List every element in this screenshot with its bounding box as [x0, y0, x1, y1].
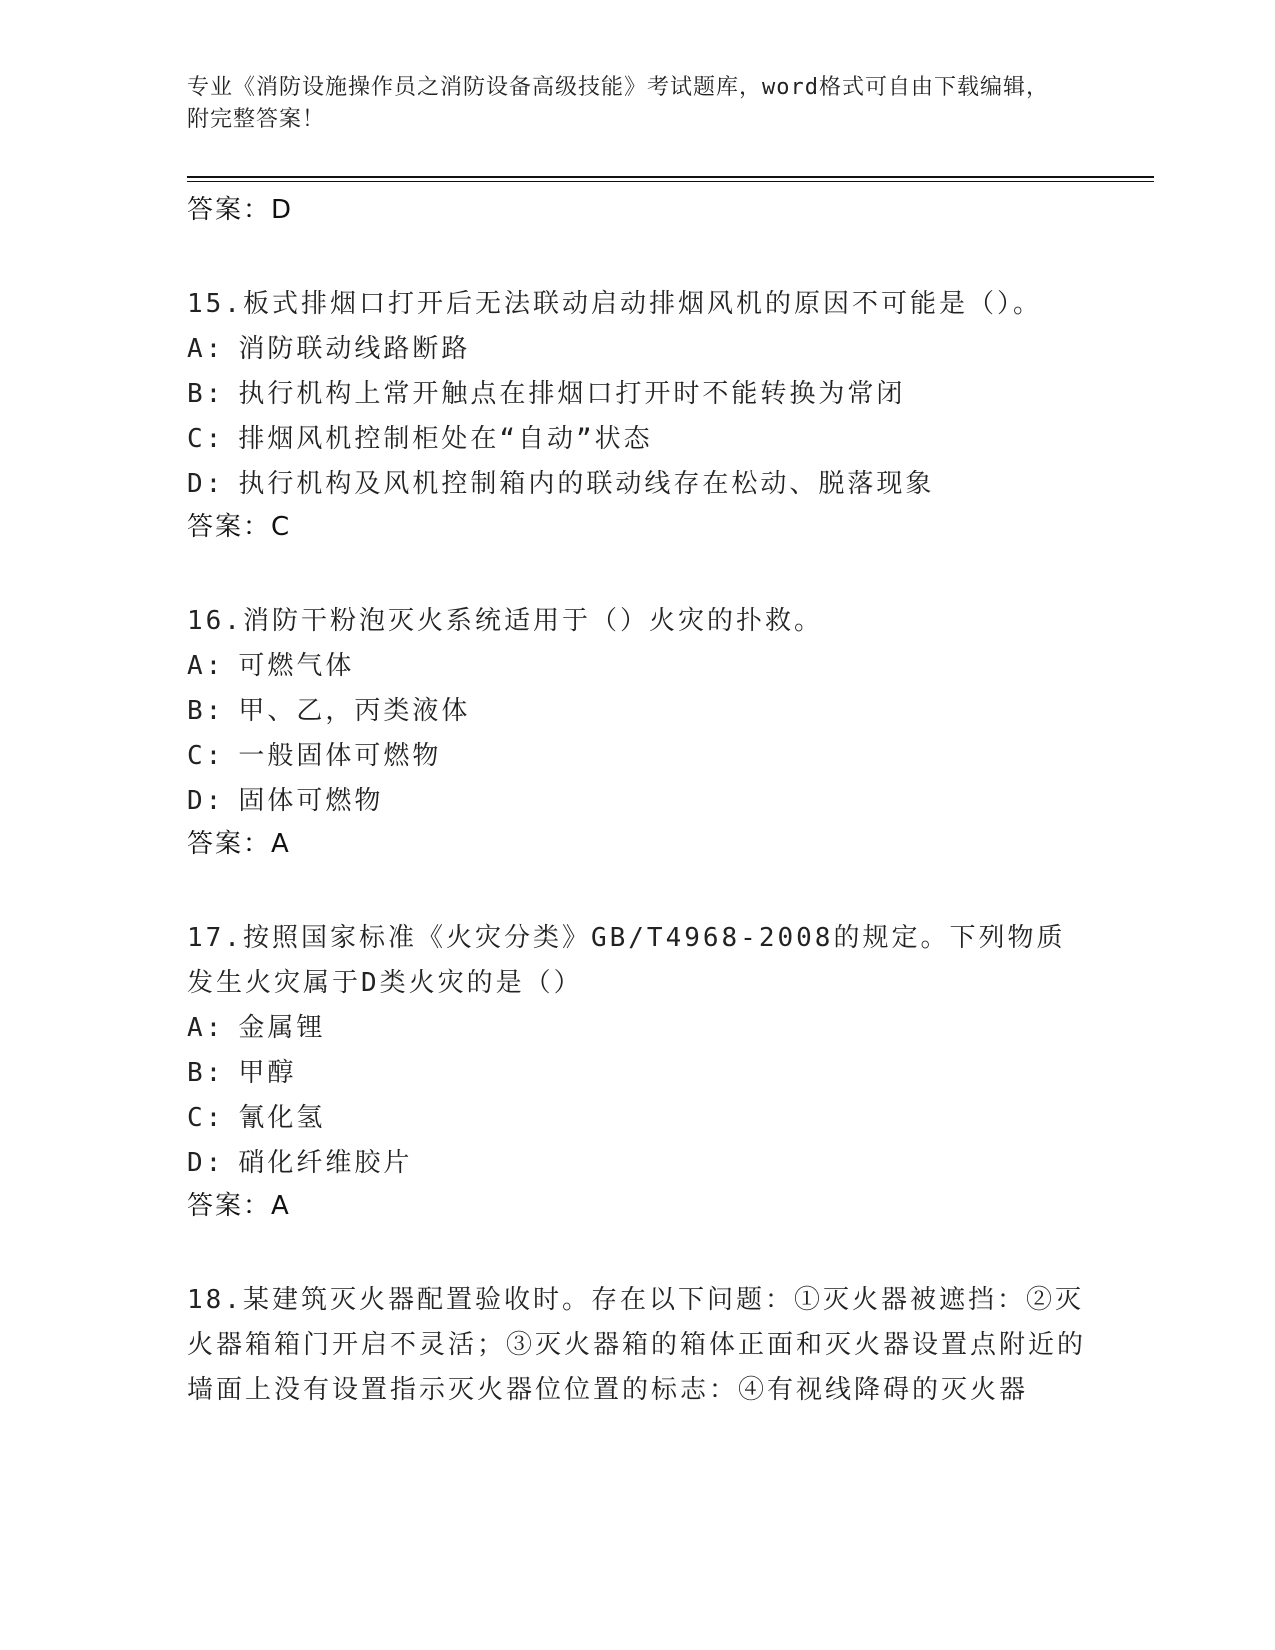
option-text: 执行机构上常开触点在排烟口打开时不能转换为常闭 [238, 379, 906, 409]
question-list [187, 190, 1087, 1413]
option-text: 金属锂 [238, 1013, 326, 1043]
option-key: A: [187, 334, 225, 364]
option-b [187, 689, 1087, 734]
question-15 [187, 282, 1087, 547]
question-text: 15.板式排烟口打开后无法联动启动排烟风机的原因不可能是（）。 [187, 289, 1042, 319]
option-d [187, 462, 1087, 507]
option-key: C: [187, 424, 225, 454]
option-a [187, 644, 1087, 689]
option-text: 氰化氢 [238, 1103, 326, 1133]
option-text: 消防联动线路断路 [238, 334, 471, 364]
option-key: D: [187, 786, 225, 816]
option-c [187, 734, 1087, 779]
document-header: 专业《消防设施操作员之消防设备高级技能》考试题库，word格式可自由下载编辑，附完整答案！ [187, 75, 1049, 132]
option-d [187, 1141, 1087, 1186]
header-rule-thin [187, 181, 1154, 182]
option-key: D: [187, 1148, 225, 1178]
question-17 [187, 916, 1087, 1226]
option-key: B: [187, 379, 225, 409]
option-key: B: [187, 1058, 225, 1088]
option-a [187, 1006, 1087, 1051]
question-16 [187, 599, 1087, 864]
previous-answer: 答案：D [187, 195, 294, 225]
answer: 答案：A [187, 829, 291, 859]
option-text: 甲、乙，丙类液体 [238, 696, 471, 726]
option-text: 排烟风机控制柜处在“自动”状态 [238, 424, 653, 454]
option-c [187, 417, 1087, 462]
option-text: 固体可燃物 [238, 786, 384, 816]
option-key: A: [187, 1013, 225, 1043]
option-key: C: [187, 1103, 225, 1133]
question-18 [187, 1278, 1087, 1413]
option-c [187, 1096, 1087, 1141]
question-text: 17.按照国家标准《火灾分类》GB/T4968-2008的规定。下列物质发生火灾属于D类火灾的是（） [187, 923, 1066, 998]
option-b [187, 1051, 1087, 1096]
question-text: 18.某建筑灭火器配置验收时。存在以下问题：①灭火器被遮挡：②灭火器箱箱门开启不灵活；③灭火器箱的箱体正面和灭火器设置点附近的墙面上没有设置指示灭火器位位置的标志：④有视线降碍的灭火器 [187, 1285, 1087, 1405]
option-a [187, 327, 1087, 372]
answer: 答案：C [187, 512, 292, 542]
option-b [187, 372, 1087, 417]
option-text: 甲醇 [238, 1058, 297, 1088]
answer: 答案：A [187, 1191, 291, 1221]
question-text: 16.消防干粉泡灭火系统适用于（）火灾的扑救。 [187, 606, 823, 636]
option-text: 执行机构及风机控制箱内的联动线存在松动、脱落现象 [238, 469, 935, 499]
option-text: 一般固体可燃物 [238, 741, 442, 771]
header-rule-thick [187, 176, 1154, 178]
option-text: 硝化纤维胶片 [238, 1148, 413, 1178]
option-key: A: [187, 651, 225, 681]
option-d [187, 779, 1087, 824]
option-key: D: [187, 469, 225, 499]
option-key: B: [187, 696, 225, 726]
option-key: C: [187, 741, 225, 771]
option-text: 可燃气体 [238, 651, 355, 681]
